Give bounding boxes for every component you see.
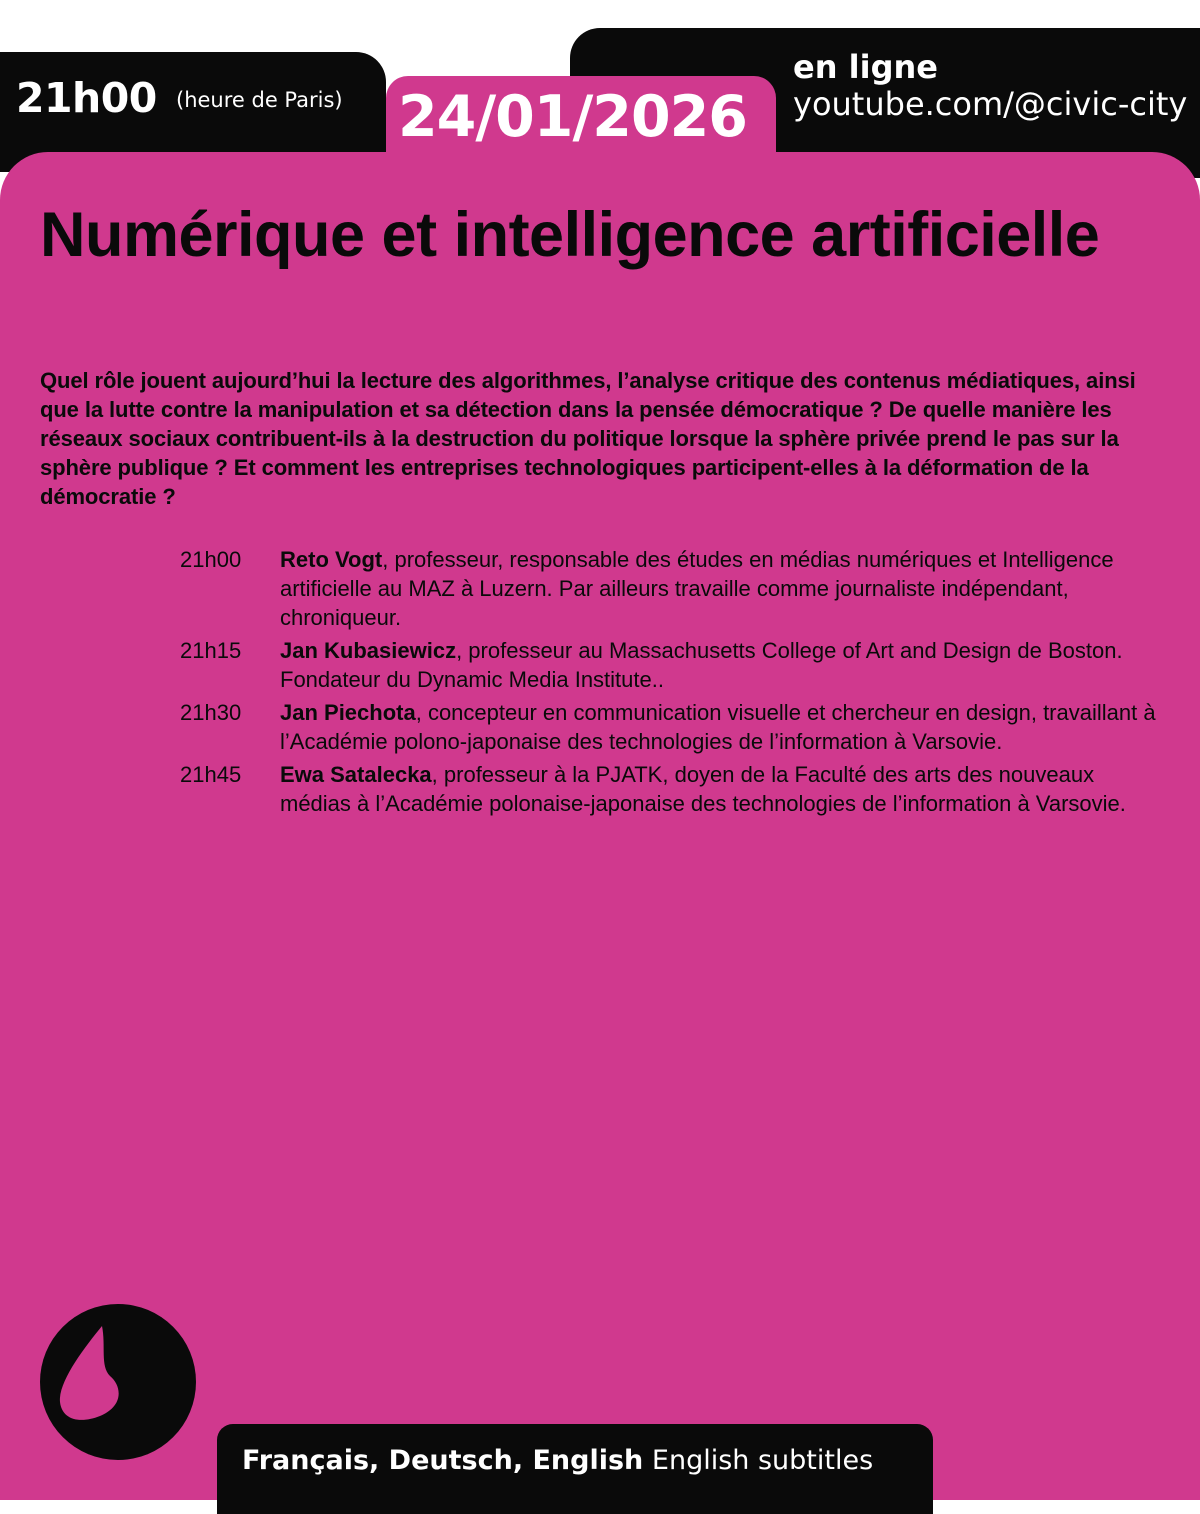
intro-text: Quel rôle jouent aujourd’hui la lecture des algorithmes, l’analyse critique des contenus médiatiques, ainsi que la lutte contre la manipulation et sa détection dans la pensée démocratique ? De quelle manière les réseaux sociaux contribuent-ils à la destruction du politique lorsque la sphère privée prend le pas sur la sphère publique ? Et comment les entreprises technologiques participent-elles à la déformation de la démocratie ? <box>40 368 1136 509</box>
speaker-description: , concepteur en communication visuelle et chercheur en design, travaillant à l’Académie polono-japonaise des technologies de l’information à Varsovie. <box>280 700 1156 754</box>
schedule-item <box>180 636 1170 694</box>
crescent-circle-logo-icon <box>40 1304 196 1460</box>
youtube-link[interactable]: youtube.com/@civic-city <box>793 85 1188 123</box>
schedule-item <box>180 698 1170 756</box>
schedule-time: 21h00 <box>180 547 242 572</box>
speaker-description: , professeur, responsable des études en médias numériques et Intelligence artificielle au MAZ à Luzern. Par ailleurs travaille comme journaliste indépendant, chroniqueur. <box>280 547 1114 630</box>
time-zone-note: (heure de Paris) <box>176 88 343 112</box>
schedule-list <box>180 545 1170 822</box>
schedule-time: 21h15 <box>180 638 242 663</box>
event-date: 24/01/2026 <box>398 84 747 150</box>
page-title: Numérique et intelligence artificielle <box>40 200 1100 270</box>
content-panel <box>0 152 1200 1500</box>
schedule-time: 21h30 <box>180 700 242 725</box>
speaker-name: Reto Vogt <box>280 547 383 572</box>
language-info <box>242 1445 873 1476</box>
online-label: en ligne <box>793 48 938 86</box>
speaker-description: , professeur à la PJATK, doyen de la Faculté des arts des nouveaux médias à l’Académie polonaise-japonaise des technologies de l’information à Varsovie. <box>280 762 1126 816</box>
speaker-name: Jan Piechota <box>280 700 416 725</box>
schedule-item <box>180 545 1170 632</box>
subtitles-label: English subtitles <box>651 1445 874 1476</box>
schedule-time: 21h45 <box>180 762 242 787</box>
speaker-description: , professeur au Massachusetts College of Art and Design de Boston. Fondateur du Dynamic Media Institute.. <box>280 638 1123 692</box>
event-time: 21h00 <box>16 74 157 122</box>
speaker-name: Ewa Satalecka <box>280 762 432 787</box>
schedule-item <box>180 760 1170 818</box>
speaker-name: Jan Kubasiewicz <box>280 638 457 663</box>
languages-label: Français, Deutsch, English <box>242 1445 644 1476</box>
